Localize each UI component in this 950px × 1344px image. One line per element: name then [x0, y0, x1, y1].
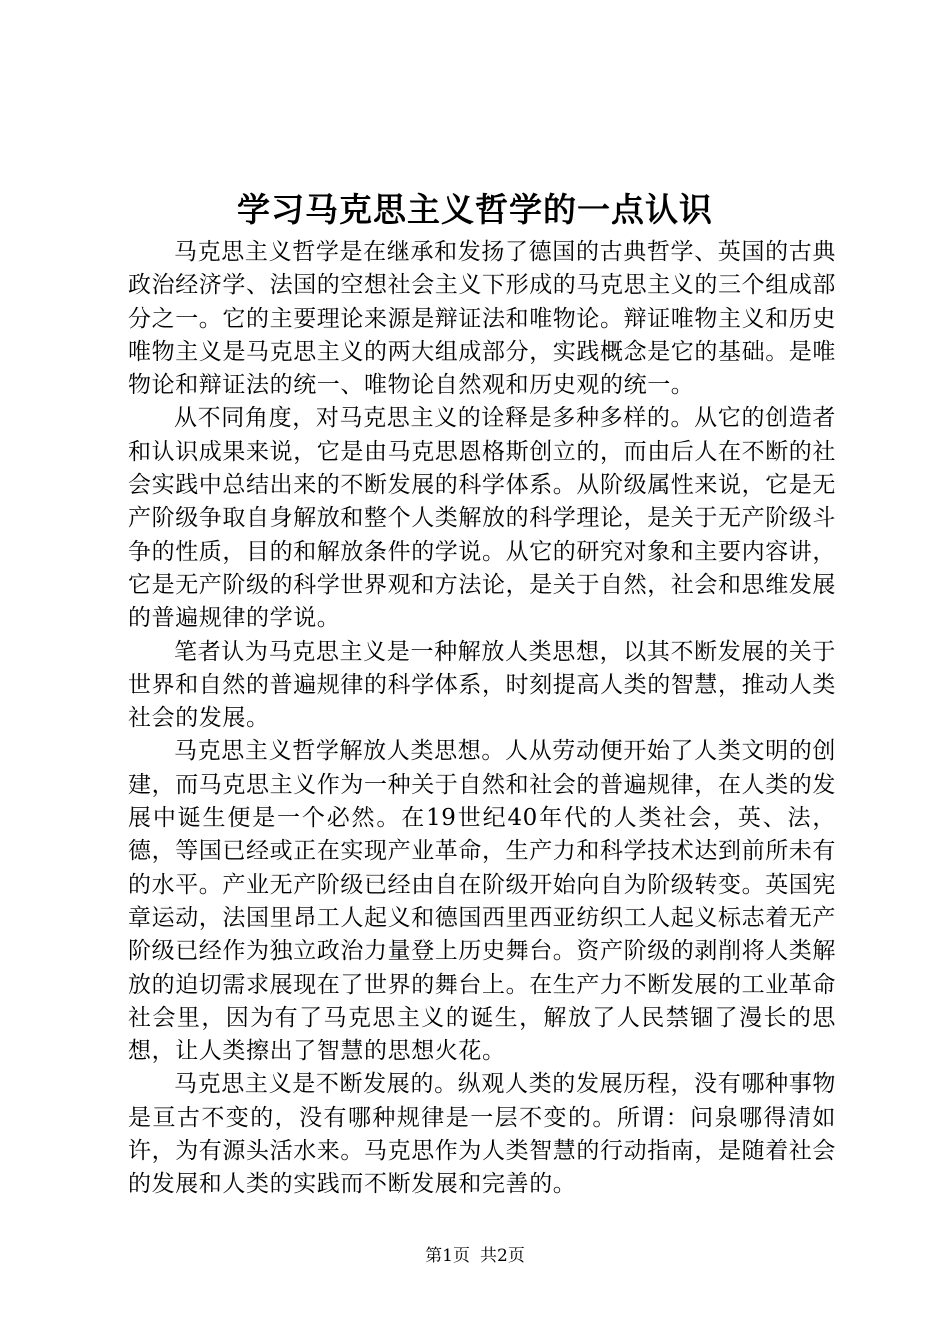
paragraph-2: 从不同角度，对马克思主义的诠释是多种多样的。从它的创造者和认识成果来说，它是由马克思恩格斯创立的，而由后人在不断的社会实践中总结出来的不断发展的科学体系。从阶级属性来说，它是无产阶级争取自身解放和整个人类解放的科学理论，是关于无产阶级斗争的性质，目的和解放条件的学说。从它的研究对象和主要内容讲，它是无产阶级的科学世界观和方法论，是关于自然，社会和思维发展的普遍规律的学说。: [128, 405, 836, 632]
page-footer: [0, 1244, 950, 1268]
document-title: 学习马克思主义哲学的一点认识: [237, 190, 713, 229]
paragraph-1: 马克思主义哲学是在继承和发扬了德国的古典哲学、英国的古典政治经济学、法国的空想社会主义下形成的马克思主义的三个组成部分之一。它的主要理论来源是辩证法和唯物论。辩证唯物主义和历史唯物主义是马克思主义的两大组成部分，实践概念是它的基础。是唯物论和辩证法的统一、唯物论自然观和历史观的统一。: [128, 239, 836, 399]
page-total: 共2页: [480, 1246, 525, 1266]
paragraph-5: 马克思主义是不断发展的。纵观人类的发展历程，没有哪种事物是亘古不变的，没有哪种规律是一层不变的。所谓：问泉哪得清如许，为有源头活水来。马克思作为人类智慧的行动指南，是随着社会的发展和人类的实践而不断发展和完善的。: [128, 1071, 836, 1198]
paragraph-4: 马克思主义哲学解放人类思想。人从劳动便开始了人类文明的创建，而马克思主义作为一种关于自然和社会的普遍规律，在人类的发展中诞生便是一个必然。在19世纪40年代的人类社会，英、法，德，等国已经或正在实现产业革命，生产力和科学技术达到前所未有的水平。产业无产阶级已经由自在阶级开始向自为阶级转变。英国宪章运动，法国里昂工人起义和德国西里西亚纺织工人起义标志着无产阶级已经作为独立政治力量登上历史舞台。资产阶级的剥削将人类解放的迫切需求展现在了世界的舞台上。在生产力不断发展的工业革命社会里，因为有了马克思主义的诞生，解放了人民禁锢了漫长的思想，让人类擦出了智慧的思想火花。: [128, 738, 836, 1065]
document-body: [128, 236, 836, 1202]
paragraph-3: 笔者认为马克思主义是一种解放人类思想，以其不断发展的关于世界和自然的普遍规律的科学体系，时刻提高人类的智慧，推动人类社会的发展。: [128, 638, 836, 732]
page-number: 第1页: [425, 1246, 470, 1266]
